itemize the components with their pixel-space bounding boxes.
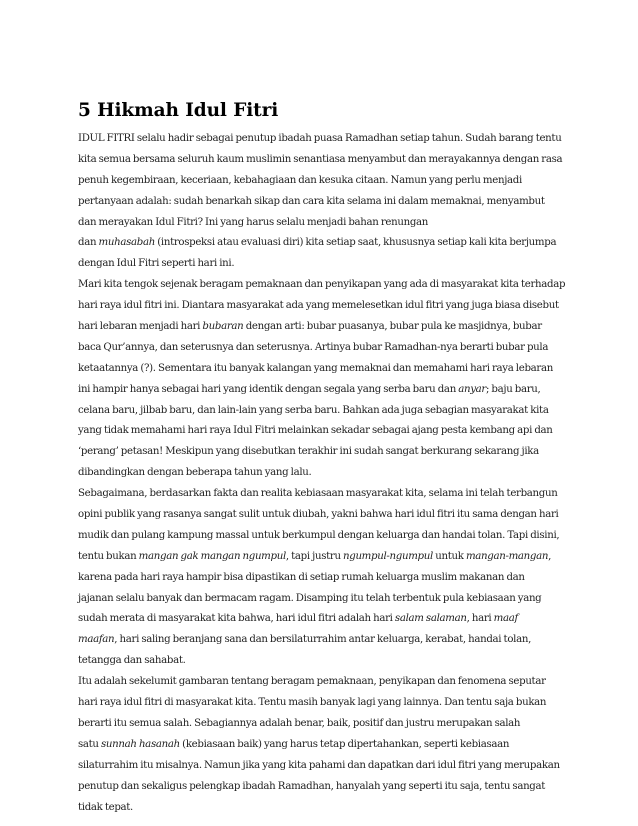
paragraph — [78, 484, 573, 672]
text-run: Itu adalah sekelumit gambaran tentang beragam pemaknaan, penyikapan dan fenomena seputar — [78, 676, 546, 688]
text-line — [78, 630, 573, 651]
text-run: tetangga dan sahabat. — [78, 655, 186, 667]
text-line — [78, 798, 573, 819]
text-line — [78, 672, 573, 693]
text-line — [78, 568, 573, 589]
text-run: ketaatannya (?). Sementara itu banyak kalangan yang memaknai dan memahami hari raya lebaran — [78, 362, 553, 374]
text-run: , hari saling beranjang sana dan bersilaturrahim antar keluarga, kerabat, handai tolan, — [114, 634, 531, 646]
text-line — [78, 463, 573, 484]
text-run: hari lebaran menjadi hari — [78, 321, 203, 333]
text-line — [78, 547, 573, 568]
text-line — [78, 192, 573, 213]
text-run: dengan Idul Fitri seperti hari ini. — [78, 258, 235, 270]
text-run: , hari — [466, 613, 494, 625]
italic-text: muhasabah — [98, 237, 155, 249]
text-line — [78, 233, 573, 254]
text-line — [78, 484, 573, 505]
paragraph — [78, 129, 573, 275]
text-run: pertanyaan adalah: sudah benarkah sikap dan cara kita selama ini dalam memaknai, menyambut — [78, 195, 545, 207]
article-body — [78, 129, 573, 818]
text-line — [78, 296, 573, 317]
italic-text: sunnah hasanah — [101, 738, 180, 750]
text-run: dengan arti: bubar puasanya, bubar pula ke masjidnya, bubar — [243, 321, 542, 333]
text-line — [78, 254, 573, 275]
text-line — [78, 129, 573, 150]
text-run: tentu bukan — [78, 550, 139, 562]
text-line — [78, 317, 573, 338]
text-run: IDUL FITRI selalu hadir sebagai penutup ibadah puasa Ramadhan setiap tahun. Sudah barang tentu — [78, 133, 562, 144]
text-line — [78, 275, 573, 296]
text-line — [78, 589, 573, 610]
text-run: hari raya idul fitri ini. Diantara masyarakat ada yang memelesetkan idul fitri yang juga biasa disebut — [78, 300, 559, 312]
text-run: jajanan selalu banyak dan bermacam ragam. Disamping itu telah terbentuk pula kebiasaan yang — [78, 592, 542, 604]
text-line — [78, 505, 573, 526]
text-run: hari raya idul fitri di masyarakat kita. Tentu masih banyak lagi yang lainnya. Dan tentu saja bukan — [78, 697, 547, 709]
text-run: tidak tepat. — [78, 801, 133, 813]
text-run: ini hampir hanya sebagai hari yang identik dengan segala yang serba baru dan — [78, 383, 459, 395]
italic-text: maaf — [493, 613, 518, 625]
italic-text: mangan gak mangan ngumpul — [138, 550, 286, 562]
italic-text: anyar — [458, 383, 486, 395]
text-line — [78, 150, 573, 171]
text-run: silaturrahim itu misalnya. Namun jika yang kita pahami dan dapatkan dari idul fitri yang merupakan — [78, 759, 560, 771]
text-run: (kebiasaan baik) yang harus tetap dipertahankan, seperti kebiasaan — [179, 738, 510, 750]
text-line — [78, 777, 573, 798]
article-title: 5 Hikmah Idul Fitri — [78, 100, 279, 121]
text-line — [78, 213, 573, 234]
text-run: satu — [78, 738, 101, 750]
text-run: Sebagaimana, berdasarkan fakta dan realita kebiasaan masyarakat kita, selama ini telah terbangun — [78, 488, 558, 500]
text-run: , — [548, 550, 552, 562]
text-run: opini publik yang rasanya sangat sulit untuk diubah, yakni bahwa hari idul fitri itu sama dengan hari — [78, 509, 559, 521]
text-line — [78, 421, 573, 442]
text-line — [78, 609, 573, 630]
text-run: dan — [78, 237, 99, 249]
text-run: berarti itu semua salah. Sebagiannya adalah benar, baik, positif dan justru merupakan salah — [78, 717, 521, 729]
text-line — [78, 401, 573, 422]
text-line — [78, 756, 573, 777]
italic-text: bubaran — [202, 321, 244, 333]
text-line — [78, 526, 573, 547]
paragraph — [78, 275, 573, 484]
text-run: penutup dan sekaligus pelengkap ibadah Ramadhan, hanyalah yang seperti itu saja, tentu sangat — [78, 780, 546, 792]
paragraph — [78, 672, 573, 818]
text-run: kita semua bersama seluruh kaum muslimin senantiasa menyambut dan merayakannya dengan rasa — [78, 153, 563, 165]
text-run: untuk — [432, 550, 466, 562]
text-line — [78, 442, 573, 463]
text-run: , tapi justru — [285, 550, 343, 562]
text-run: celana baru, jilbab baru, dan lain-lain yang serba baru. Bahkan ada juga sebagian masyarakat kita — [78, 404, 549, 416]
text-run: penuh kegembiraan, keceriaan, kebahagiaan dan kesuka citaan. Namun yang perlu menjadi — [78, 174, 522, 186]
italic-text: salam salaman — [394, 613, 467, 625]
text-run: yang tidak memahami hari raya Idul Fitri melainkan sekadar sebagai ajang pesta kembang api dan — [78, 425, 553, 437]
text-run: ; baju baru, — [485, 383, 541, 395]
text-line — [78, 693, 573, 714]
text-line — [78, 359, 573, 380]
text-run: (introspeksi atau evaluasi diri) kita setiap saat, khususnya setiap kali kita berjumpa — [154, 237, 557, 249]
text-run: dan merayakan Idul Fitri? Ini yang harus selalu menjadi bahan renungan — [78, 216, 429, 228]
text-run: baca Qur’annya, dan seterusnya dan seterusnya. Artinya bubar Ramadhan-nya berarti bubar pula — [78, 341, 549, 353]
text-line — [78, 735, 573, 756]
text-run: karena pada hari raya hampir bisa dipastikan di setiap rumah keluarga muslim makanan dan — [78, 571, 525, 583]
italic-text: mangan-mangan — [465, 550, 549, 562]
article — [78, 100, 573, 818]
text-line — [78, 171, 573, 192]
italic-text: maafan — [78, 634, 115, 646]
text-run: mudik dan pulang kampung massal untuk berkumpul dengan keluarga dan handai tolan. Tapi disini, — [78, 529, 560, 541]
text-line — [78, 714, 573, 735]
text-run: Mari kita tengok sejenak beragam pemaknaan dan penyikapan yang ada di masyarakat kita terhadap — [78, 279, 566, 291]
italic-text: ngumpul-ngumpul — [343, 550, 433, 562]
text-line — [78, 380, 573, 401]
text-line — [78, 338, 573, 359]
text-run: dibandingkan dengan beberapa tahun yang lalu. — [78, 467, 312, 479]
text-run: ‘perang’ petasan! Meskipun yang disebutkan terakhir ini sudah sangat berkurang sekarang jika — [78, 446, 539, 458]
text-run: sudah merata di masyarakat kita bahwa, hari idul fitri adalah hari — [78, 613, 395, 625]
text-line — [78, 651, 573, 672]
